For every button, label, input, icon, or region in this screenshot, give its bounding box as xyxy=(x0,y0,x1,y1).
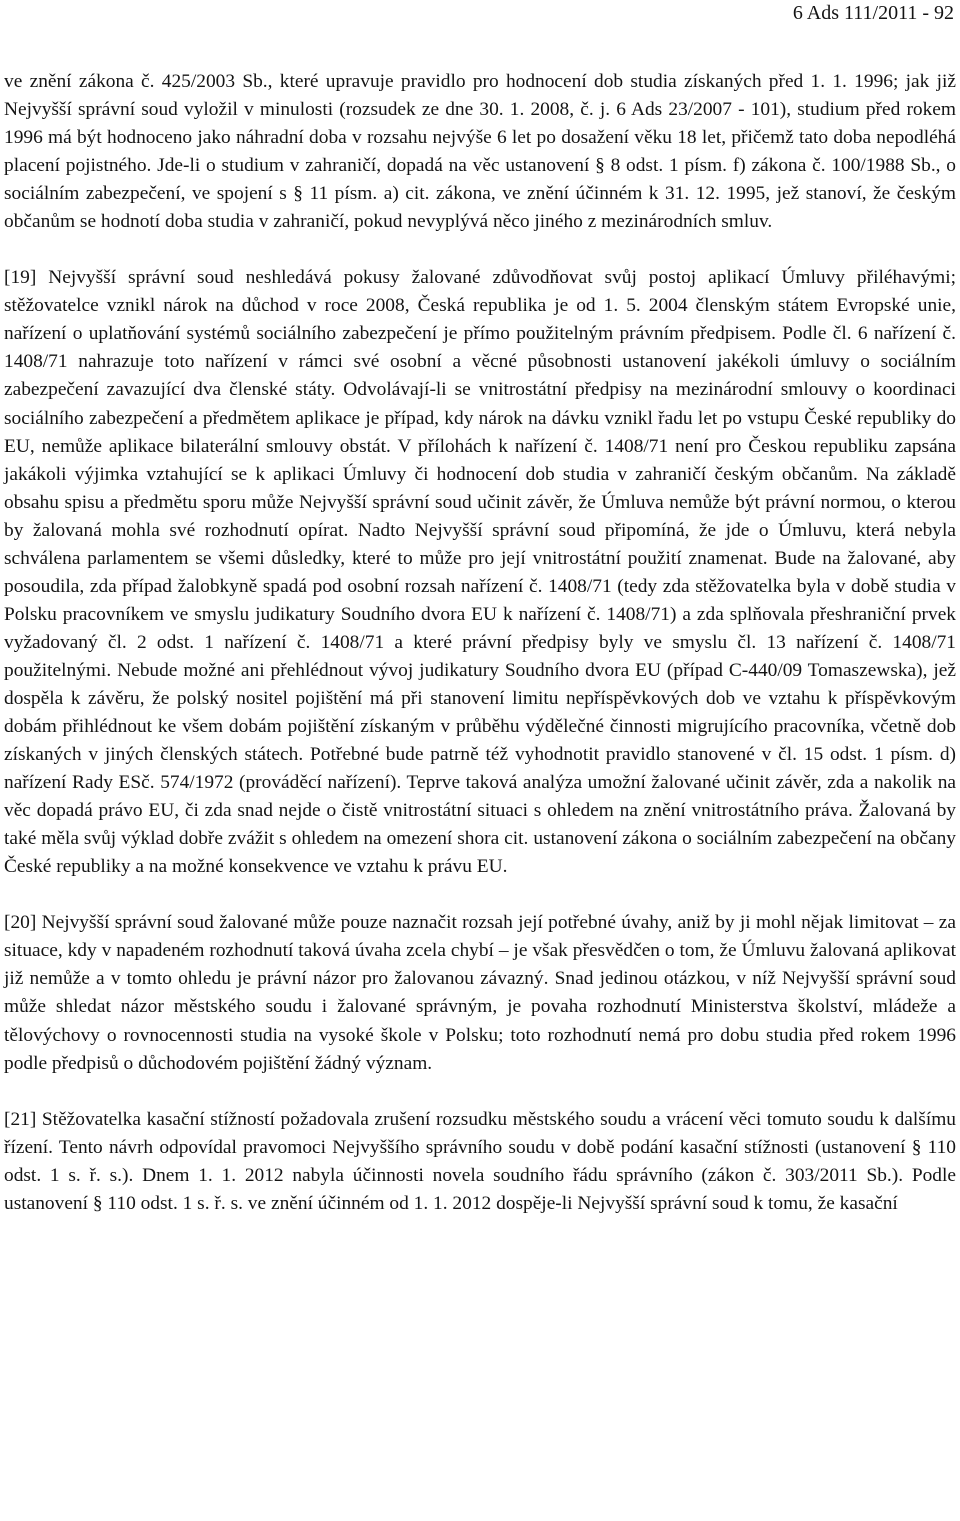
paragraph-19: [19] Nejvyšší správní soud neshledává pokusy žalované zdůvodňovat svůj postoj aplikací Úmluvy přiléhavými; stěžovatelce vznikl nárok na důchod v roce 2008, Česká republika je od 1. 5. 2004 členským státem Evropské unie, nařízení o uplatňování systémů sociálního zabezpečení je přímo použitelným právním předpisem. Podle čl. 6 nařízení č. 1408/71 nahrazuje toto nařízení v rámci své osobní a věcné působnosti ustanovení jakékoli úmluvy o sociálním zabezpečení zavazující dva členské státy. Odvolávají-li se vnitrostátní předpisy na mezinárodní smlouvy o koordinaci sociálního zabezpečení a předmětem aplikace je případ, kdy nárok na dávku vznikl řadu let po vstupu České republiky do EU, nemůže aplikace bilaterální smlouvy obstát. V přílohách k nařízení č. 1408/71 není pro Českou republiku zapsána jakákoli výjimka vztahující se k aplikaci Úmluvy či hodnocení dob studia v zahraničí českým občanům. Na základě obsahu spisu a předmětu sporu může Nejvyšší správní soud učinit závěr, že Úmluva nemůže být právní normou, o kterou by žalovaná mohla své rozhodnutí opírat. Nadto Nejvyšší správní soud připomíná, že jde o Úmluvu, která nebyla schválena parlamentem se všemi důsledky, které to může pro její vnitrostátní použití znamenat. Bude na žalované, aby posoudila, zda případ žalobkyně spadá pod osobní rozsah nařízení č. 1408/71 (tedy zda stěžovatelka byla v době studia v Polsku pracovníkem ve smyslu judikatury Soudního dvora EU k nařízení č. 1408/71) a zda splňovala přeshraniční prvek vyžadovaný čl. 2 odst. 1 nařízení č. 1408/71 a které právní předpisy byly ve smyslu čl. 13 nařízení č. 1408/71 použitelnými. Nebude možné ani přehlédnout vývoj judikatury Soudního dvora EU (případ C-440/09 Tomaszewska), jež dospěla k závěru, že polský nositel pojištění má při stanovení limitu nepříspěvkových dob ve vztahu k příspěvkovým dobám přihlédnout ke všem dobám pojištění získaným v průběhu výdělečné činnosti migrujícího pracovníka, včetně dob získaných v jiných členských státech. Potřebné bude patrně též vyhodnotit pravidlo stanovené v čl. 15 odst. 1 písm. d) nařízení Rady ESč. 574/1972 (prováděcí nařízení). Teprve taková analýza umožní žalované učinit závěr, zda a nakolik na věc dopadá právo EU, či zda snad nejde o čistě vnitrostátní situaci s ohledem na znění vnitrostátního práva. Žalovaná by také měla svůj výklad dobře zvážit s ohledem na omezení shora cit. ustanovení zákona o sociálním zabezpečení na občany České republiky a na možné konsekvence ve vztahu k právu EU. xyxy=(4,267,956,878)
case-number: 6 Ads 111/2011 - 92 xyxy=(792,2,954,24)
paragraph-continued: ve znění zákona č. 425/2003 Sb., které upravuje pravidlo pro hodnocení dob studia získaných před 1. 1. 1996; jak již Nejvyšší správní soud vyložil v minulosti (rozsudek ze dne 30. 1. 2008, č. j. 6 Ads 23/2007 - 101), studium před rokem 1996 má být hodnoceno jako náhradní doba v rozsahu nejvýše 6 let po dosažení věku 18 let, přičemž tato doba nepodléhá placení pojistného. Jde-li o studium v zahraničí, dopadá na věc ustanovení § 8 odst. 1 písm. f) zákona č. 100/1988 Sb., o sociálním zabezpečení, ve spojení s § 11 písm. a) cit. zákona, ve znění účinném k 31. 12. 1995, jež stanoví, že českým občanům se hodnotí doba studia v zahraničí, pokud nevyplývá něco jiného z mezinárodních smluv. xyxy=(4,71,956,233)
document-body xyxy=(4,68,956,1218)
paragraph-21: [21] Stěžovatelka kasační stížností požadovala zrušení rozsudku městského soudu a vrácení věci tomuto soudu k dalšímu řízení. Tento návrh odpovídal pravomoci Nejvyššího správního soudu v době podání kasační stížnosti (ustanovení § 110 odst. 1 s. ř. s.). Dnem 1. 1. 2012 nabyla účinnosti novela soudního řádu správního (zákon č. 303/2011 Sb.). Podle ustanovení § 110 odst. 1 s. ř. s. ve znění účinném od 1. 1. 2012 dospěje-li Nejvyšší správní soud k tomu, že kasační xyxy=(4,1108,956,1214)
paragraph-20: [20] Nejvyšší správní soud žalované může pouze naznačit rozsah její potřebné úvahy, aniž by ji mohl nějak limitovat – za situace, kdy v napadeném rozhodnutí taková úvaha zcela chybí – je však přesvědčen o tom, že Úmluvu žalovaná aplikovat již nemůže a v tomto ohledu je právní názor pro žalovanou závazný. Snad jedinou otázkou, v níž Nejvyšší správní soud může shledat názor městského soudu i žalované správným, je povaha rozhodnutí Ministerstva školství, mládeže a tělovýchovy o rovnocennosti studia na vysoké škole v Polsku; toto rozhodnutí nemá pro dobu studia před rokem 1996 podle předpisů o důchodovém pojištění žádný význam. xyxy=(4,912,956,1074)
